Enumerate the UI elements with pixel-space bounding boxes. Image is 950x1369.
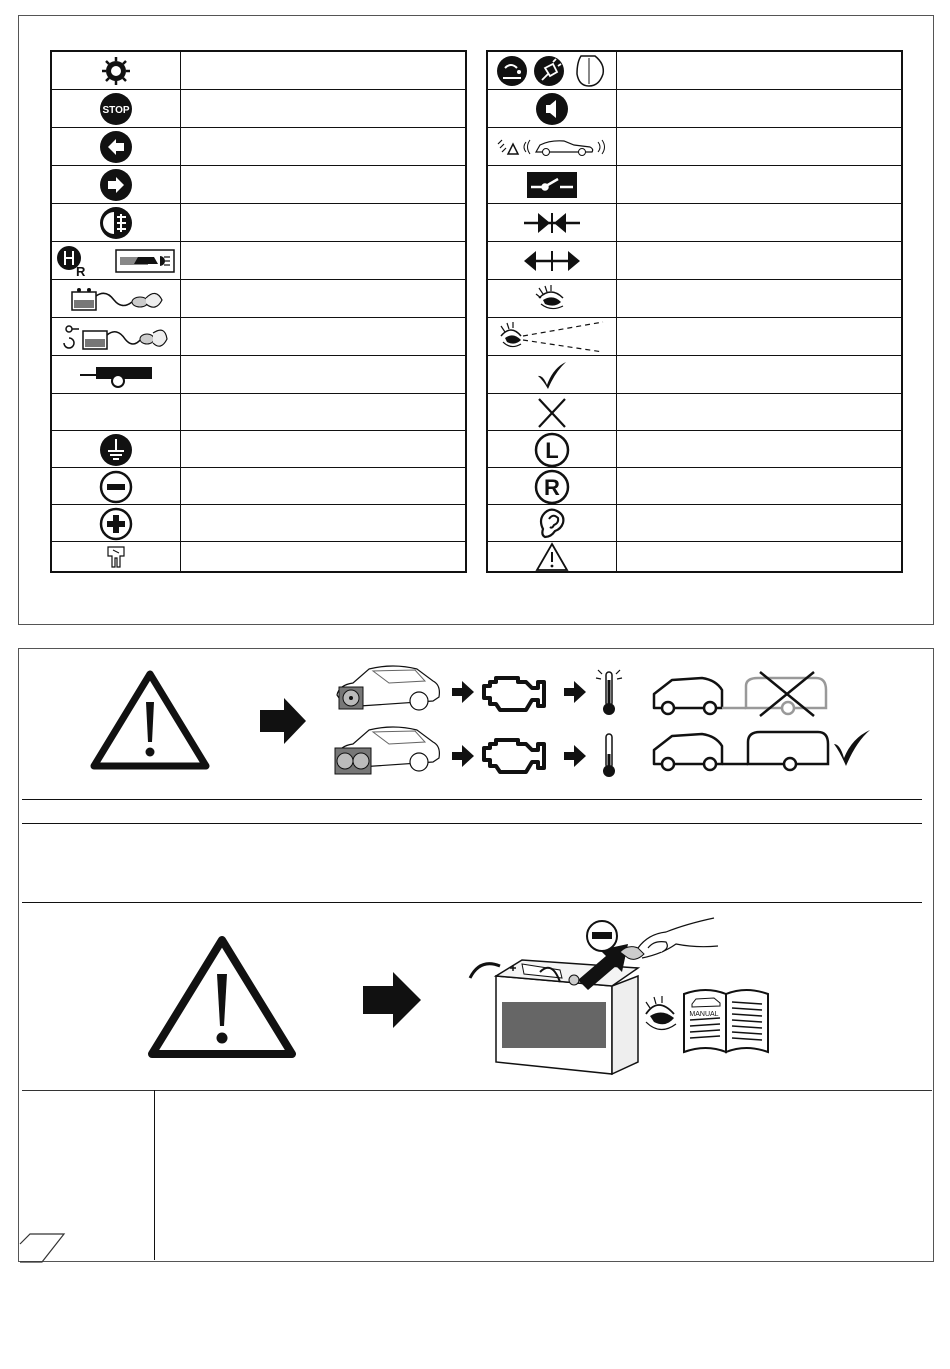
table-row: [488, 52, 901, 89]
engine-icon: [482, 672, 548, 716]
trailer-icon: [52, 356, 181, 394]
row-text: [618, 542, 901, 572]
right-circle-icon: [488, 468, 617, 505]
stop-icon: [52, 90, 181, 128]
fuse-icon: [52, 542, 181, 572]
table-row: [488, 203, 901, 242]
table-row: [52, 541, 465, 572]
row-text: [182, 394, 465, 431]
engine-icon: [482, 734, 548, 778]
table-row: [52, 393, 465, 431]
table-row: [52, 430, 465, 468]
row-text: [182, 356, 465, 394]
symbols-table-left: [50, 50, 467, 573]
right-circle-label: R: [544, 474, 560, 500]
page-corner-mark: [18, 1230, 68, 1264]
manual-label: MANUAL: [689, 1011, 719, 1018]
row-text: [618, 52, 901, 89]
table-row: [52, 467, 465, 505]
reverse-gear-light-icon: [52, 242, 181, 280]
row-text: [618, 431, 901, 468]
table-row: [488, 430, 901, 468]
row-text: [182, 52, 465, 89]
row-text: [182, 90, 465, 128]
row-text: [182, 280, 465, 318]
table-row: [52, 52, 465, 89]
empty-icon-cell: [52, 394, 181, 431]
compress-arrows-icon: [488, 204, 617, 242]
control-unit-icons: [488, 52, 617, 89]
row-text: [182, 318, 465, 356]
small-arrow-icon: [452, 680, 474, 704]
big-arrow-icon: [363, 970, 423, 1030]
row-text: [182, 468, 465, 505]
symbols-table-right: [486, 50, 903, 573]
table-row: [488, 355, 901, 394]
stop-label: STOP: [102, 105, 130, 116]
table-row: [488, 504, 901, 542]
rear-fog-light-icon: [52, 204, 181, 242]
row-text: [618, 128, 901, 166]
expand-arrows-icon: [488, 242, 617, 280]
thermometer-normal-icon: [592, 728, 626, 780]
table-row: [52, 203, 465, 242]
car-alarm-sensor-icon: [488, 128, 617, 166]
switch-icon: [488, 166, 617, 204]
table-row: [52, 504, 465, 542]
row-text: [618, 166, 901, 204]
table-row: [488, 165, 901, 204]
ear-icon: [488, 505, 617, 542]
gear-r-label: R: [76, 264, 86, 279]
row-text: [618, 280, 901, 318]
table-row: [488, 127, 901, 166]
big-arrow-icon: [260, 696, 308, 746]
left-circle-label: L: [545, 437, 559, 463]
turn-right-icon: [52, 166, 181, 204]
thermometer-hot-icon: [592, 666, 626, 718]
eye-check-icon: [488, 280, 617, 318]
eye-view-range-icon: [488, 318, 617, 356]
table-row: [52, 279, 465, 318]
check-mark-icon: [488, 356, 617, 394]
table-row: [52, 241, 465, 280]
column-divider: [154, 1090, 155, 1260]
table-row: [488, 89, 901, 128]
small-arrow-icon: [564, 744, 586, 768]
warning-triangle-large-icon: [146, 934, 298, 1060]
table-row: [488, 241, 901, 280]
row-text: [182, 542, 465, 572]
battery-key-cable-icon: [52, 318, 181, 356]
divider: [22, 799, 922, 800]
warning-triangle-large-icon: [88, 668, 212, 772]
eye-manual-icon: [640, 984, 780, 1056]
table-row: [52, 127, 465, 166]
table-row: [488, 393, 901, 431]
car-double-radiator-icon: [333, 722, 443, 784]
cross-icon: [488, 394, 617, 431]
battery-cable-icon: [52, 280, 181, 318]
table-row: [488, 317, 901, 356]
table-row: [488, 279, 901, 318]
light-bulb-icon: [52, 52, 181, 89]
table-row: [488, 541, 901, 572]
plus-icon: [52, 505, 181, 542]
speaker-icon: [488, 90, 617, 128]
row-text: [182, 204, 465, 242]
row-text: [618, 318, 901, 356]
ground-icon: [52, 431, 181, 468]
small-arrow-icon: [564, 680, 586, 704]
row-text: [618, 394, 901, 431]
row-text: [182, 505, 465, 542]
row-text: [618, 468, 901, 505]
table-row: [52, 317, 465, 356]
row-text: [182, 242, 465, 280]
left-circle-icon: [488, 431, 617, 468]
car-trailer-allowed-icon: [650, 726, 872, 776]
table-row: [52, 165, 465, 204]
row-text: [618, 90, 901, 128]
car-radiator-icon: [333, 661, 443, 721]
row-text: [618, 204, 901, 242]
divider: [22, 902, 922, 903]
divider: [22, 1090, 932, 1091]
row-text: [618, 505, 901, 542]
turn-left-icon: [52, 128, 181, 166]
row-text: [182, 128, 465, 166]
table-row: [52, 89, 465, 128]
row-text: [182, 431, 465, 468]
row-text: [182, 166, 465, 204]
row-text: [618, 242, 901, 280]
divider: [22, 823, 922, 824]
minus-icon: [52, 468, 181, 505]
small-arrow-icon: [452, 744, 474, 768]
warning-triangle-icon: [488, 542, 617, 572]
row-text: [618, 356, 901, 394]
table-row: [488, 467, 901, 505]
table-row: [52, 355, 465, 394]
car-trailer-not-allowed-icon: [650, 670, 834, 720]
